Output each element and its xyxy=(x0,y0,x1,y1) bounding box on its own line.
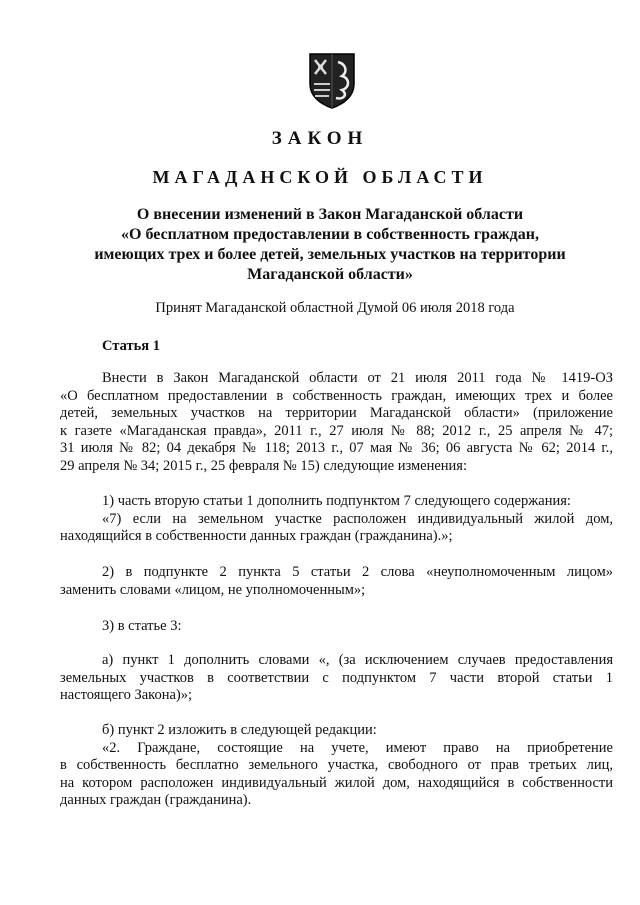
text-line: 31 июля № 82; 04 декабря № 118; 2013 г., 07 мая № 36; 06 августа № 62; 2014 г., xyxy=(60,440,613,456)
coat-of-arms-icon xyxy=(306,50,358,110)
text-line: к газете «Магаданская правда», 2011 г., 27 июля № 88; 2012 г., 25 апреля № 47; xyxy=(60,422,613,439)
text-line: заменить словами «лицом, не уполномоченным»; xyxy=(60,581,366,598)
text-line: настоящего Закона)»; xyxy=(60,687,193,703)
subtitle-line: Магаданской области» xyxy=(247,266,413,283)
text-line: данных граждан (гражданина). xyxy=(60,792,252,808)
text-line: находящийся в собственности данных граждан (гражданина).»; xyxy=(60,528,453,544)
document-subtitle xyxy=(60,205,600,285)
amendment-item-3a xyxy=(60,652,613,705)
adoption-note: Принят Магаданской областной Думой 06 июля 2018 года xyxy=(155,300,515,316)
text-line: 2) в подпункте 2 пункта 5 статьи 2 слова «неуполномоченным лицом» xyxy=(102,564,613,580)
amendment-item-3 xyxy=(60,618,613,636)
text-line: б) пункт 2 изложить в следующей редакции: xyxy=(102,722,377,738)
text-line: «7) если на земельном участке расположен индивидуальный жилой дом, xyxy=(102,510,613,527)
subtitle-line: О внесении изменений в Закон Магаданской области xyxy=(136,206,524,223)
text-line: 3) в статье 3: xyxy=(102,618,182,634)
article-intro xyxy=(60,370,613,475)
amendment-item-2 xyxy=(60,564,613,599)
text-line: 29 апреля № 34; 2015 г., 25 февраля № 15) следующие изменения: xyxy=(60,457,467,474)
text-line: в собственность бесплатно земельного участка, свободного от прав третьих лиц, xyxy=(60,757,613,773)
text-line: 1) часть вторую статьи 1 дополнить подпунктом 7 следующего содержания: xyxy=(102,493,571,509)
article-heading: Статья 1 xyxy=(102,338,160,354)
document-title: ЗАКОН xyxy=(271,128,369,149)
document-region-title: МАГАДАНСКОЙ ОБЛАСТИ xyxy=(152,167,488,187)
text-line: земельных участков в соответствии с подпунктом 7 части второй статьи 1 xyxy=(60,669,613,686)
text-line: а) пункт 1 дополнить словами «, (за исключением случаев предоставления xyxy=(102,652,613,668)
subtitle-line: имеющих трех и более детей, земельных участков на территории xyxy=(94,246,566,263)
amendment-item-1 xyxy=(60,493,613,546)
subtitle-line: «О бесплатном предоставлении в собственность граждан, xyxy=(121,226,539,243)
text-line: на котором расположен индивидуальный жилой дом, находящийся в собственности xyxy=(60,774,613,791)
text-line: «О бесплатном предоставлении в собственность граждан, имеющих трех и более xyxy=(60,387,613,404)
amendment-item-3b xyxy=(60,722,613,810)
text-line: детей, земельных участков на территории Магаданской области» (приложение xyxy=(60,405,613,421)
text-line: «2. Граждане, состоящие на учете, имеют право на приобретение xyxy=(102,739,613,756)
text-line: Внести в Закон Магаданской области от 21 июля 2011 года № 1419-ОЗ xyxy=(102,370,613,386)
